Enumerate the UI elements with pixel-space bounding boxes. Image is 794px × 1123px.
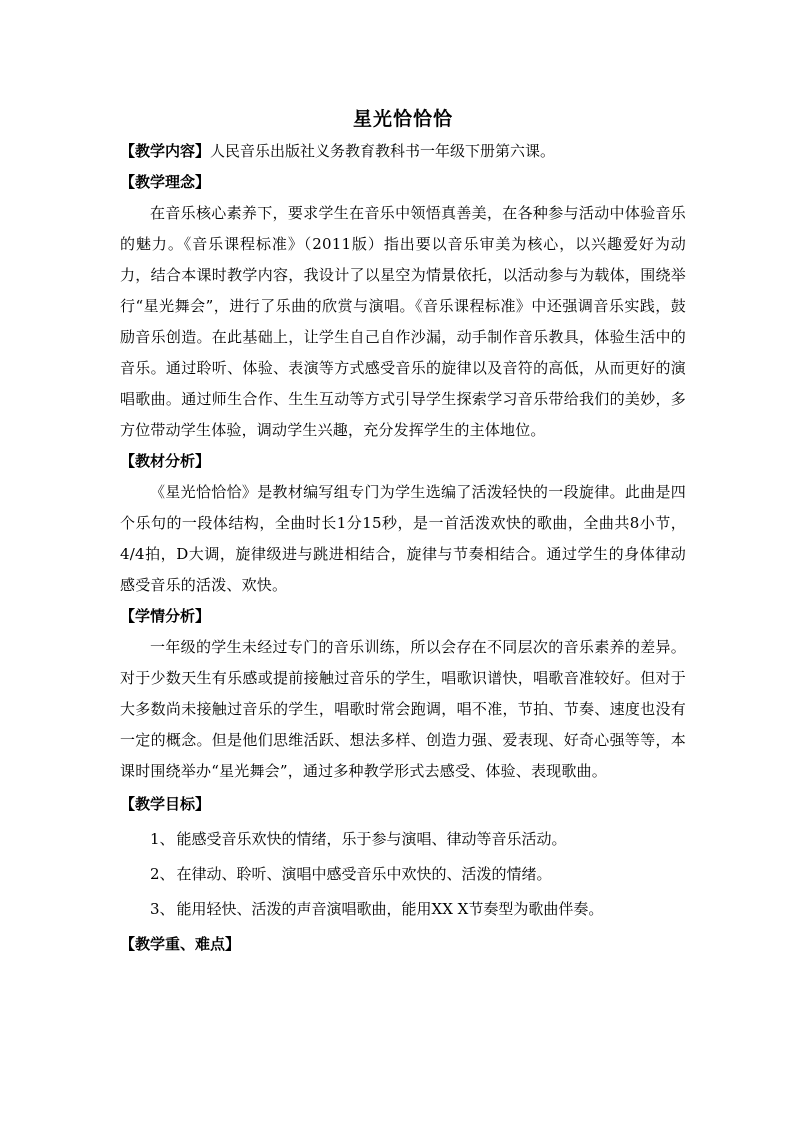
goal-number: 1、	[150, 830, 175, 848]
goal-text: 能感受音乐欢快的情绪，乐于参与演唱、律动等音乐活动。	[176, 830, 567, 848]
teaching-content-text: 人民音乐出版社义务教育教科书一年级下册第六课。	[210, 142, 556, 160]
goal-number: 3、	[150, 900, 175, 918]
students-paragraph: 一年级的学生未经过专门的音乐训练，所以会存在不同层次的音乐素养的差异。对于少数天生有乐感或提前接触过音乐的学生，唱歌识谱快，唱歌音准较好。但对于大多数尚未接触过音乐的学生，唱歌时常会跑调，唱不准，节拍、节奏、速度也没有一定的概念。但是他们思维活跃、想法多样、创造力强、爱表现、好奇心强等等，本课时围绕举办“星光舞会”，通过多种教学形式去感受、体验、表现歌曲。	[120, 638, 686, 780]
goal-text: 能用轻快、活泼的声音演唱歌曲，能用XX X节奏型为歌曲伴奏。	[176, 900, 604, 918]
section-heading-keypoints: 【教学重、难点】	[120, 935, 241, 953]
material-paragraph: 《星光恰恰恰》是教材编写组专门为学生选编了活泼轻快的一段旋律。此曲是四个乐句的一段体结构，全曲时长1分15秒，是一首活泼欢快的歌曲，全曲共8小节，4/4拍，D大调，旋律级进与跳进相结合，旋律与节奏相结合。通过学生的身体律动感受音乐的活泼、欢快。	[120, 483, 686, 594]
section-heading-students: 【学情分析】	[120, 607, 211, 625]
goal-item	[120, 892, 686, 927]
section-teaching-content	[120, 136, 686, 167]
goal-text: 在律动、聆听、演唱中感受音乐中欢快的、活泼的情绪。	[176, 865, 552, 883]
philosophy-paragraph: 在音乐核心素养下，要求学生在音乐中领悟真善美，在各种参与活动中体验音乐的魅力。《音乐课程标准》（2011版）指出要以音乐审美为核心，以兴趣爱好为动力，结合本课时教学内容，我设计了以星空为情景依托，以活动参与为载体，围绕举行“星光舞会”，进行了乐曲的欣赏与演唱。《音乐课程标准》中还强调音乐实践，鼓励音乐创造。在此基础上，让学生自己自作沙漏，动手制作音乐教具，体验生活中的音乐。通过聆听、体验、表演等方式感受音乐的旋律以及音符的高低，从而更好的演唱歌曲。通过师生合作、生生互动等方式引导学生探索学习音乐带给我们的美妙，多方位带动学生体验，调动学生兴趣，充分发挥学生的主体地位。	[120, 204, 686, 439]
document-title: 星光恰恰恰	[352, 108, 453, 130]
section-heading-material: 【教材分析】	[120, 452, 211, 470]
goal-item	[120, 822, 686, 857]
section-heading-philosophy: 【教学理念】	[120, 173, 211, 191]
document-page	[120, 102, 686, 962]
section-heading-content: 【教学内容】	[120, 142, 211, 160]
goal-number: 2、	[150, 865, 175, 883]
goal-item	[120, 857, 686, 892]
section-heading-goals: 【教学目标】	[120, 795, 211, 813]
